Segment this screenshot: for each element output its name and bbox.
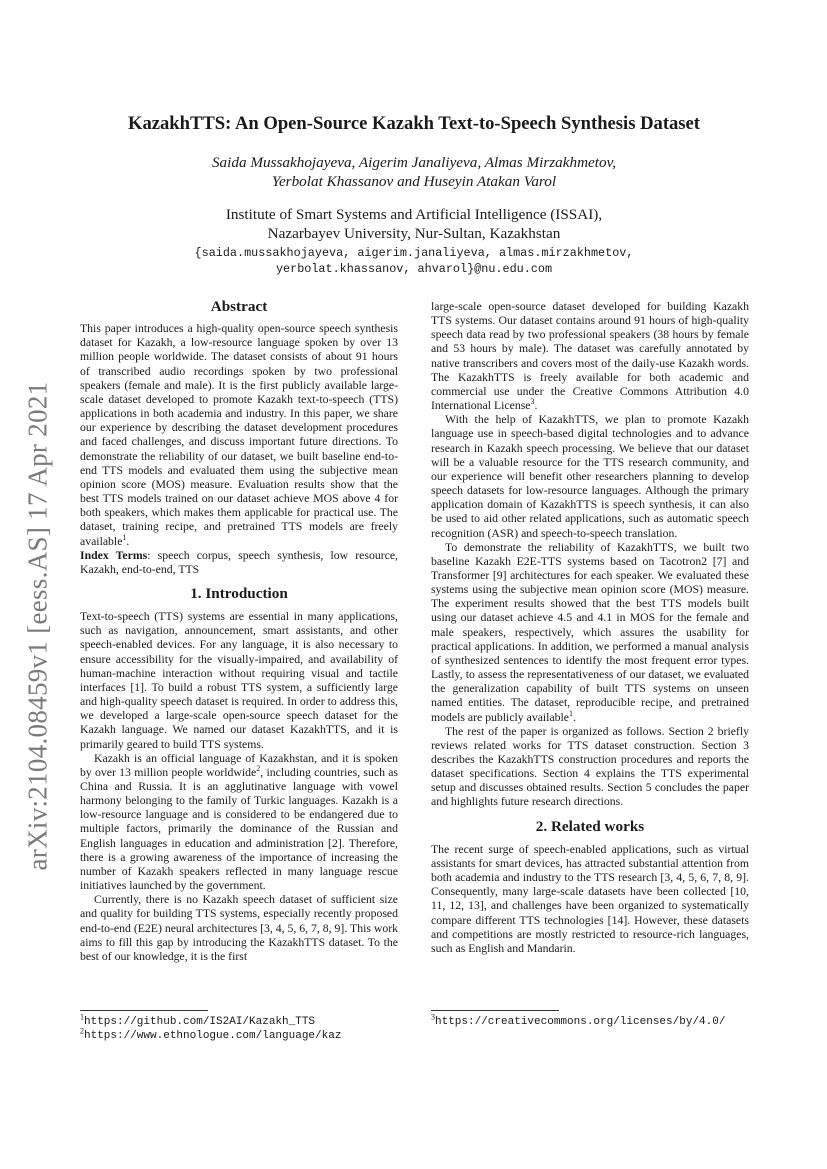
footnote-rule: [80, 1010, 208, 1011]
footnote-rule: [431, 1010, 559, 1011]
section-heading-related-works: 2. Related works: [535, 817, 645, 835]
intro-paragraph: With the help of KazakhTTS, we plan to promote Kazakh language use in speech-based digital technologies and to advance research in Kazakh speech processing. We believe that our dataset will be a valuable resource for the TTS research community, and our experience will benefit other researchers planning to develop speech datasets for low-resource languages. Although the primary application domain of KazakhTTS is speech synthesis, it can also be used to aid other related applications, such as automatic speech recognition (ASR) and speech-to-speech translation.: [431, 413, 749, 540]
related-paragraph: The recent surge of speech-enabled applications, such as virtual assistants for smart devices, has attracted substantial attention from both academia and industry to the TTS research [3, 4, 5, 6, 7, 8, 9]. Consequently, many large-scale datasets have been collected [10, 11, 12, 13], and challenges have been organized to systematically compare different TTS technologies [14]. However, these datasets and competitions are mostly restricted to resource-rich languages, such as English and Mandarin.: [431, 842, 749, 955]
footnote-ref: 1: [569, 708, 574, 718]
intro-paragraph: To demonstrate the reliability of KazakhTTS, we built two baseline Kazakh E2E-TTS systems based on Tacotron2 [7] and Transformer [9] architectures for each speaker. We evaluated these systems using the subjective mean opinion score (MOS) measure. The experiment results showed that the best TTS models built using our dataset achieve 4.5 and 4.1 in MOS for the female and male speakers, respectively, which assures the usability for practical applications. In addition, we performed a manual analysis of synthesized sentences to identify the most frequent error types. Lastly, to assess the representativeness of our dataset, we evaluated the generalization capability of built TTS systems on unseen named entities. The dataset, reproducible recipe, and pretrained models are publicly available$^1$.: [431, 540, 749, 724]
author-line-2: Yerbolat Khassanov and Huseyin Atakan Varol: [271, 173, 557, 190]
author-emails: [80, 245, 748, 277]
author-line-1: Saida Mussakhojayeva, Aigerim Janaliyeva, Almas Mirzakhmetov,: [211, 154, 617, 171]
email-line-2: yerbolat.khassanov, ahvarol}@nu.edu.com: [275, 262, 553, 276]
footnotes-left: [80, 1010, 398, 1043]
index-terms: Index Terms: speech corpus, speech synthesis, low resource, Kazakh, end-to-end, TTS: [80, 548, 398, 576]
abstract-text: This paper introduces a high-quality open-source speech synthesis dataset for Kazakh, a low-resource language spoken by over 13 million people worldwide. The dataset consists of about 91 hours of transcribed audio recordings spoken by two professional speakers (female and male). It is the first publicly available large-scale dataset developed to promote Kazakh text-to-speech (TTS) applications in both academia and industry. In this paper, we share our experience by describing the dataset development procedures and faced challenges, and discuss important future directions. To demonstrate the reliability of our dataset, we built baseline end-to-end TTS models and evaluated them using the subjective mean opinion score (MOS) measure. Evaluation results show that the best TTS models trained on our dataset achieve MOS above 4 for both speakers, which makes them applicable for practical use. The dataset, training recipe, and pretrained TTS models are freely available$^1$.: [80, 322, 398, 548]
footnote: $^1$https://github.com/IS2AI/Kazakh_TTS: [80, 1012, 316, 1028]
footnote: $^3$https://creativecommons.org/licenses/by/4.0/: [431, 1012, 726, 1028]
footnote-link[interactable]: https://github.com/IS2AI/Kazakh_TTS: [84, 1016, 316, 1028]
affiliation-line-1: Institute of Smart Systems and Artificial Intelligence (ISSAI),: [225, 206, 603, 223]
right-column: [431, 300, 749, 956]
abstract-heading: Abstract: [210, 298, 268, 315]
index-terms-label: Index Terms: [80, 548, 148, 562]
footnote-ref: 1: [122, 532, 127, 542]
arxiv-sidebar-stamp: [16, 356, 60, 896]
affiliation: [80, 205, 748, 243]
intro-paragraph: Text-to-speech (TTS) systems are essential in many applications, such as navigation, announcement, smart assistants, and other speech-enabled devices. For any language, it is also necessary to ensure accessibility for the visually-impaired, and availability of human-machine interaction without requiring visual and tactile interfaces [1]. To build a robust TTS system, a sufficiently large and high-quality speech dataset is required. In order to address this, we developed a large-scale open-source speech dataset for the Kazakh language. We named our dataset KazakhTTS, and it is primarily geared to build TTS systems.: [80, 610, 398, 751]
affiliation-line-2: Nazarbayev University, Nur-Sultan, Kazakhstan: [267, 225, 561, 242]
intro-paragraph: large-scale open-source dataset developed for building Kazakh TTS systems. Our dataset contains around 91 hours of high-quality speech data read by two professional speakers (38 hours by female and 53 hours by male). The dataset was carefully annotated by native transcribers and covers most of the daily-use Kazakh words. The KazakhTTS is freely available for both academic and commercial use under the Creative Commons Attribution 4.0 International License$^3$.: [431, 300, 749, 413]
left-column: [80, 300, 398, 964]
paper-title: KazakhTTS: An Open-Source Kazakh Text-to-Speech Synthesis Dataset: [128, 113, 700, 134]
section-heading-introduction: 1. Introduction: [190, 584, 288, 602]
email-line-1: {saida.mussakhojayeva, aigerim.janaliyeva, almas.mirzakhmetov,: [194, 246, 634, 260]
footnote-link[interactable]: https://creativecommons.org/licenses/by/4.0/: [435, 1016, 726, 1028]
author-list: [80, 153, 748, 191]
footnote: $^2$https://www.ethnologue.com/language/kaz: [80, 1025, 342, 1042]
footnote-ref: 3: [530, 397, 535, 407]
footnote-ref: 2: [256, 763, 261, 773]
intro-paragraph: Kazakh is an official language of Kazakhstan, and it is spoken by over 13 million people worldwide$^2$, including countries, such as China and Russia. It is an agglutinative language with vowel harmony belonging to the family of Turkic languages. Kazakh is a low-resource language and is considered to be endangered due to multiple factors, primarily the dominance of the Russian and English languages in education and administration [2]. Therefore, there is a growing awareness of the importance of increasing the number of Kazakh speakers reflected in many language rescue initiatives launched by the government.: [80, 751, 399, 893]
footnotes-right: [431, 1010, 749, 1030]
footnote-link[interactable]: https://www.ethnologue.com/language/kaz: [84, 1029, 342, 1042]
intro-paragraph: Currently, there is no Kazakh speech dataset of sufficient size and quality for building TTS systems, especially recently proposed end-to-end (E2E) neural architectures [3, 4, 5, 6, 7, 8, 9]. This work aims to fill this gap by introducing the KazakhTTS dataset. To the best of our knowledge, it is the first: [80, 893, 398, 963]
arxiv-identifier: arXiv:2104.08459v1 [eess.AS] 17 Apr 2021: [22, 381, 53, 871]
intro-paragraph: The rest of the paper is organized as follows. Section 2 briefly reviews related works for TTS dataset construction. Section 3 describes the KazakhTTS construction procedures and reports the dataset specifications. Section 4 explains the TTS experimental setup and discusses obtained results. Section 5 concludes the paper and highlights future research directions.: [431, 724, 749, 809]
